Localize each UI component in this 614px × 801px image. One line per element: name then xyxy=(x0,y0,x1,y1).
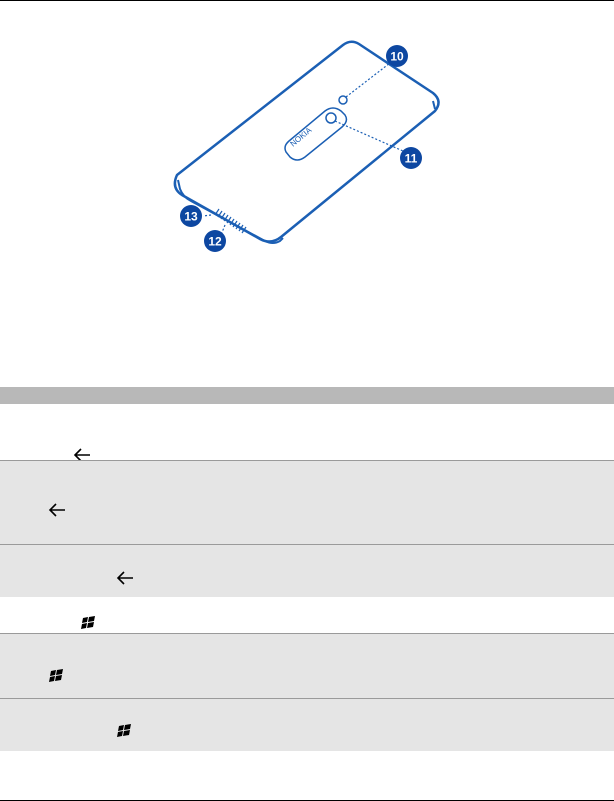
back-arrow-icon xyxy=(48,503,66,517)
table-row xyxy=(0,597,614,634)
svg-text:13: 13 xyxy=(184,209,198,224)
table-row xyxy=(0,699,614,751)
table-row xyxy=(0,404,614,461)
table-row xyxy=(0,461,614,545)
svg-text:11: 11 xyxy=(404,151,418,166)
windows-start-icon xyxy=(80,616,96,631)
brand-mark: NOKIA xyxy=(288,125,314,149)
callout-13 xyxy=(180,205,202,227)
top-rule xyxy=(0,0,614,1)
svg-text:12: 12 xyxy=(208,234,222,249)
table-row xyxy=(0,634,614,699)
callout-11 xyxy=(400,147,422,169)
table-header xyxy=(0,387,614,404)
back-arrow-icon xyxy=(116,571,134,585)
callout-10 xyxy=(386,45,408,67)
windows-start-icon xyxy=(48,669,64,684)
svg-text:10: 10 xyxy=(390,49,404,64)
phone-body xyxy=(175,42,439,243)
callout-12 xyxy=(204,230,226,252)
windows-start-icon xyxy=(116,724,132,739)
table-row xyxy=(0,545,614,597)
phone-back-illustration xyxy=(165,35,455,265)
